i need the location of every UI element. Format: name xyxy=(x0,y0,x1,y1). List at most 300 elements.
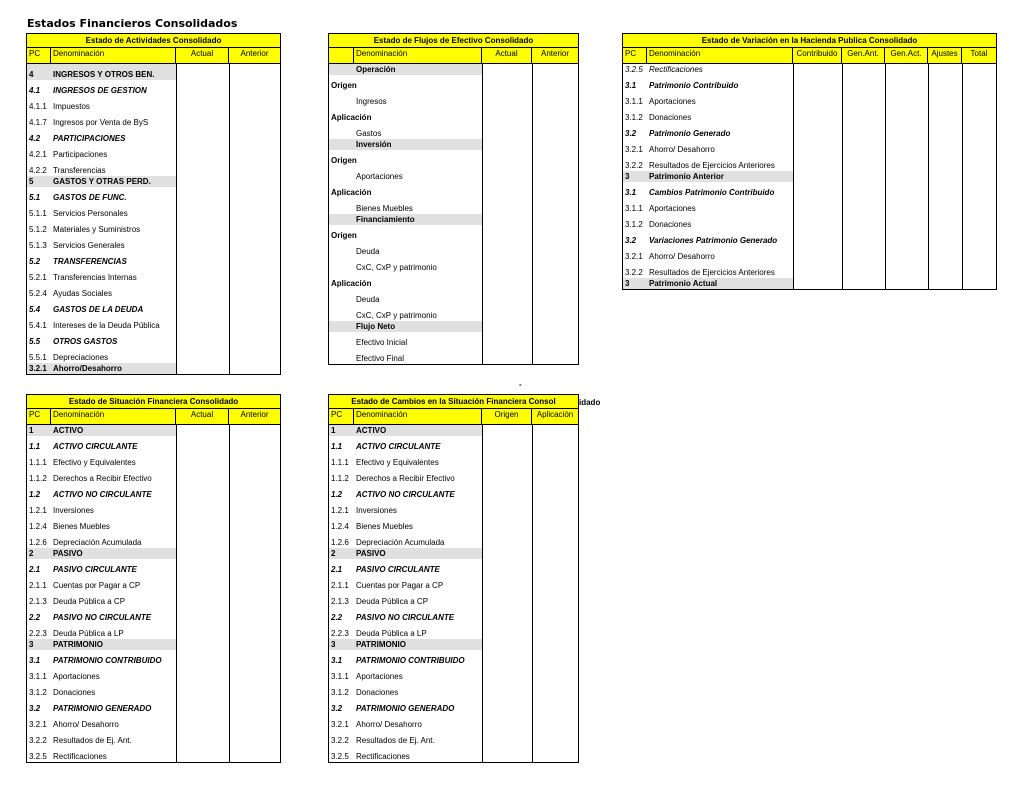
value-cell[interactable] xyxy=(176,363,229,374)
value-cell[interactable] xyxy=(482,730,532,746)
value-cell[interactable] xyxy=(532,198,578,214)
value-cell[interactable] xyxy=(482,516,532,532)
value-cell[interactable] xyxy=(176,112,229,128)
value-cell[interactable] xyxy=(842,91,885,107)
value-cell[interactable] xyxy=(842,262,885,278)
account-name: Aportaciones xyxy=(649,97,696,106)
value-cell[interactable] xyxy=(229,219,280,235)
value-cell[interactable] xyxy=(482,91,532,107)
value-cell[interactable] xyxy=(532,639,578,650)
value-cell[interactable] xyxy=(176,548,229,559)
value-cell[interactable] xyxy=(482,75,532,91)
value-cell[interactable] xyxy=(176,235,229,251)
value-cell[interactable] xyxy=(962,171,996,182)
value-cell[interactable] xyxy=(532,452,578,468)
value-cell[interactable] xyxy=(482,575,532,591)
account-name: Efectivo Inicial xyxy=(356,338,408,347)
value-cell[interactable] xyxy=(885,64,928,75)
value-cell[interactable] xyxy=(962,262,996,278)
value-cell[interactable] xyxy=(532,348,578,364)
value-cell[interactable] xyxy=(793,75,842,91)
value-cell[interactable] xyxy=(928,171,962,182)
column-header-pc: PC xyxy=(623,48,647,63)
value-cell[interactable] xyxy=(793,214,842,230)
value-cell[interactable] xyxy=(229,714,280,730)
value-cell[interactable] xyxy=(482,64,532,75)
value-cell[interactable] xyxy=(482,666,532,682)
value-cell[interactable] xyxy=(176,96,229,112)
value-cell[interactable] xyxy=(176,128,229,144)
value-cell[interactable] xyxy=(532,682,578,698)
value-cell[interactable] xyxy=(482,436,532,452)
value-cell[interactable] xyxy=(842,278,885,289)
value-cell[interactable] xyxy=(532,241,578,257)
table-row xyxy=(329,714,578,730)
value-cell[interactable] xyxy=(842,107,885,123)
value-cell[interactable] xyxy=(482,321,532,332)
value-cell[interactable] xyxy=(482,650,532,666)
account-code xyxy=(329,91,354,107)
account-code: 4.2.2 xyxy=(29,166,47,175)
account-name: Bienes Muebles xyxy=(356,204,413,213)
value-cell[interactable] xyxy=(885,171,928,182)
value-cell[interactable] xyxy=(229,144,280,160)
value-cell[interactable] xyxy=(229,650,280,666)
account-code: 3 xyxy=(329,639,354,650)
value-cell[interactable] xyxy=(482,107,532,123)
value-cell[interactable] xyxy=(885,107,928,123)
column-header-denominacion: Denominación xyxy=(354,48,482,63)
value-cell[interactable] xyxy=(482,225,532,241)
value-cell[interactable] xyxy=(176,607,229,623)
value-cell[interactable] xyxy=(928,182,962,198)
account-name: Derechos a Recibir Efectivo xyxy=(356,474,455,483)
value-cell[interactable] xyxy=(229,176,280,187)
column-header-actual: Actual xyxy=(176,48,229,63)
table-row xyxy=(329,139,578,150)
account-code: 3.1 xyxy=(331,656,343,665)
value-cell[interactable] xyxy=(962,198,996,214)
value-cell[interactable] xyxy=(176,623,229,639)
value-cell[interactable] xyxy=(885,198,928,214)
value-cell[interactable] xyxy=(482,150,532,166)
value-cell[interactable] xyxy=(229,187,280,203)
account-code: Aplicación xyxy=(331,188,372,197)
value-cell[interactable] xyxy=(482,548,532,559)
value-cell[interactable] xyxy=(229,532,280,548)
value-cell[interactable] xyxy=(885,214,928,230)
value-cell[interactable] xyxy=(229,666,280,682)
value-cell[interactable] xyxy=(928,246,962,262)
value-cell[interactable] xyxy=(229,64,280,80)
value-cell[interactable] xyxy=(176,666,229,682)
value-cell[interactable] xyxy=(532,225,578,241)
value-cell[interactable] xyxy=(793,171,842,182)
value-cell[interactable] xyxy=(532,150,578,166)
value-cell[interactable] xyxy=(962,182,996,198)
value-cell[interactable] xyxy=(793,91,842,107)
value-cell[interactable] xyxy=(532,698,578,714)
value-cell[interactable] xyxy=(482,607,532,623)
value-cell[interactable] xyxy=(532,332,578,348)
table-row xyxy=(329,273,578,289)
value-cell[interactable] xyxy=(532,305,578,321)
table-row xyxy=(329,682,578,698)
value-cell[interactable] xyxy=(842,75,885,91)
table-row xyxy=(27,559,280,575)
value-cell[interactable] xyxy=(532,139,578,150)
value-cell[interactable] xyxy=(176,559,229,575)
value-cell[interactable] xyxy=(176,682,229,698)
value-cell[interactable] xyxy=(532,107,578,123)
value-cell[interactable] xyxy=(793,278,842,289)
value-cell[interactable] xyxy=(532,532,578,548)
value-cell[interactable] xyxy=(176,698,229,714)
account-code: 3.2.1 xyxy=(331,720,349,729)
value-cell[interactable] xyxy=(229,235,280,251)
value-cell[interactable] xyxy=(176,639,229,650)
column-headers xyxy=(623,48,996,64)
value-cell[interactable] xyxy=(229,452,280,468)
value-cell[interactable] xyxy=(532,730,578,746)
value-cell[interactable] xyxy=(229,315,280,331)
value-cell[interactable] xyxy=(962,155,996,171)
account-code: 3.2.2 xyxy=(625,161,643,170)
value-cell[interactable] xyxy=(176,714,229,730)
value-cell[interactable] xyxy=(885,155,928,171)
value-cell[interactable] xyxy=(229,548,280,559)
value-cell[interactable] xyxy=(962,278,996,289)
value-cell[interactable] xyxy=(532,607,578,623)
value-cell[interactable] xyxy=(532,500,578,516)
value-cell[interactable] xyxy=(229,251,280,267)
value-cell[interactable] xyxy=(928,278,962,289)
value-cell[interactable] xyxy=(482,746,532,762)
table-row xyxy=(329,166,578,182)
value-cell[interactable] xyxy=(532,650,578,666)
value-cell[interactable] xyxy=(793,246,842,262)
value-cell[interactable] xyxy=(532,214,578,225)
value-cell[interactable] xyxy=(928,198,962,214)
value-cell[interactable] xyxy=(229,80,280,96)
value-cell[interactable] xyxy=(532,166,578,182)
table-row xyxy=(329,436,578,452)
value-cell[interactable] xyxy=(532,548,578,559)
value-cell[interactable] xyxy=(176,650,229,666)
value-cell[interactable] xyxy=(962,230,996,246)
table-row xyxy=(27,516,280,532)
value-cell[interactable] xyxy=(176,575,229,591)
table-row xyxy=(27,176,280,187)
value-cell[interactable] xyxy=(229,730,280,746)
value-cell[interactable] xyxy=(885,262,928,278)
value-cell[interactable] xyxy=(229,96,280,112)
value-cell[interactable] xyxy=(928,123,962,139)
value-cell[interactable] xyxy=(229,299,280,315)
value-cell[interactable] xyxy=(482,425,532,436)
value-cell[interactable] xyxy=(532,746,578,762)
value-cell[interactable] xyxy=(176,730,229,746)
value-cell[interactable] xyxy=(842,214,885,230)
value-cell[interactable] xyxy=(962,64,996,75)
value-cell[interactable] xyxy=(176,283,229,299)
value-cell[interactable] xyxy=(229,575,280,591)
value-cell[interactable] xyxy=(482,532,532,548)
value-cell[interactable] xyxy=(962,75,996,91)
value-cell[interactable] xyxy=(482,182,532,198)
value-cell[interactable] xyxy=(962,107,996,123)
value-cell[interactable] xyxy=(928,230,962,246)
value-cell[interactable] xyxy=(482,332,532,348)
table-row xyxy=(27,425,280,436)
value-cell[interactable] xyxy=(885,75,928,91)
value-cell[interactable] xyxy=(532,123,578,139)
value-cell[interactable] xyxy=(793,230,842,246)
value-cell[interactable] xyxy=(928,64,962,75)
value-cell[interactable] xyxy=(229,559,280,575)
value-cell[interactable] xyxy=(176,500,229,516)
value-cell[interactable] xyxy=(962,123,996,139)
account-code xyxy=(329,348,354,364)
value-cell[interactable] xyxy=(532,257,578,273)
value-cell[interactable] xyxy=(793,262,842,278)
value-cell[interactable] xyxy=(928,262,962,278)
value-cell[interactable] xyxy=(176,267,229,283)
account-name: PASIVO xyxy=(51,548,176,559)
value-cell[interactable] xyxy=(229,436,280,452)
value-cell[interactable] xyxy=(532,468,578,484)
value-cell[interactable] xyxy=(842,198,885,214)
value-cell[interactable] xyxy=(532,666,578,682)
value-cell[interactable] xyxy=(482,198,532,214)
value-cell[interactable] xyxy=(229,591,280,607)
value-cell[interactable] xyxy=(482,273,532,289)
value-cell[interactable] xyxy=(793,64,842,75)
value-cell[interactable] xyxy=(532,182,578,198)
value-cell[interactable] xyxy=(176,187,229,203)
account-code: 5.1.3 xyxy=(29,241,47,250)
value-cell[interactable] xyxy=(793,139,842,155)
table-row xyxy=(27,682,280,698)
value-cell[interactable] xyxy=(532,436,578,452)
table-row xyxy=(27,235,280,251)
value-cell[interactable] xyxy=(229,331,280,347)
value-cell[interactable] xyxy=(532,289,578,305)
table-row xyxy=(329,639,578,650)
value-cell[interactable] xyxy=(842,171,885,182)
value-cell[interactable] xyxy=(176,516,229,532)
account-code: 3.2 xyxy=(331,704,343,713)
value-cell[interactable] xyxy=(532,91,578,107)
value-cell[interactable] xyxy=(532,484,578,500)
value-cell[interactable] xyxy=(229,698,280,714)
value-cell[interactable] xyxy=(928,155,962,171)
value-cell[interactable] xyxy=(176,251,229,267)
value-cell[interactable] xyxy=(842,230,885,246)
table-row xyxy=(623,182,996,198)
value-cell[interactable] xyxy=(885,91,928,107)
column-header-pc: PC xyxy=(27,409,51,424)
table-row xyxy=(27,315,280,331)
column-header-gen-act: Gen.Act. xyxy=(885,48,928,63)
value-cell[interactable] xyxy=(482,123,532,139)
value-cell[interactable] xyxy=(229,363,280,374)
table-row xyxy=(623,123,996,139)
value-cell[interactable] xyxy=(842,139,885,155)
value-cell[interactable] xyxy=(482,698,532,714)
value-cell[interactable] xyxy=(532,425,578,436)
value-cell[interactable] xyxy=(229,639,280,650)
account-code: 3.2.1 xyxy=(625,145,643,154)
value-cell[interactable] xyxy=(842,182,885,198)
account-name: Aportaciones xyxy=(356,172,403,181)
value-cell[interactable] xyxy=(482,714,532,730)
value-cell[interactable] xyxy=(793,107,842,123)
value-cell[interactable] xyxy=(229,203,280,219)
value-cell[interactable] xyxy=(885,182,928,198)
account-name: ACTIVO NO CIRCULANTE xyxy=(53,490,152,499)
value-cell[interactable] xyxy=(482,682,532,698)
value-cell[interactable] xyxy=(482,591,532,607)
value-cell[interactable] xyxy=(842,246,885,262)
table-row xyxy=(27,219,280,235)
value-cell[interactable] xyxy=(482,166,532,182)
account-name: Aportaciones xyxy=(356,672,403,681)
table-row xyxy=(27,363,280,374)
value-cell[interactable] xyxy=(962,246,996,262)
value-cell[interactable] xyxy=(229,425,280,436)
value-cell[interactable] xyxy=(482,305,532,321)
value-cell[interactable] xyxy=(962,214,996,230)
value-cell[interactable] xyxy=(793,198,842,214)
value-cell[interactable] xyxy=(482,257,532,273)
value-cell[interactable] xyxy=(793,123,842,139)
value-cell[interactable] xyxy=(928,107,962,123)
value-cell[interactable] xyxy=(229,682,280,698)
value-cell[interactable] xyxy=(176,315,229,331)
value-cell[interactable] xyxy=(229,607,280,623)
value-cell[interactable] xyxy=(532,273,578,289)
value-cell[interactable] xyxy=(176,160,229,176)
account-name: ACTIVO CIRCULANTE xyxy=(53,442,138,451)
value-cell[interactable] xyxy=(885,123,928,139)
value-cell[interactable] xyxy=(962,91,996,107)
value-cell[interactable] xyxy=(176,331,229,347)
value-cell[interactable] xyxy=(176,436,229,452)
value-cell[interactable] xyxy=(176,468,229,484)
value-cell[interactable] xyxy=(229,468,280,484)
value-cell[interactable] xyxy=(229,623,280,639)
value-cell[interactable] xyxy=(482,559,532,575)
value-cell[interactable] xyxy=(532,714,578,730)
value-cell[interactable] xyxy=(532,64,578,75)
value-cell[interactable] xyxy=(229,484,280,500)
table-row xyxy=(27,64,280,80)
value-cell[interactable] xyxy=(885,246,928,262)
table-row xyxy=(623,139,996,155)
table-row xyxy=(27,160,280,176)
account-code: 3.2.1 xyxy=(27,363,51,374)
value-cell[interactable] xyxy=(229,128,280,144)
value-cell[interactable] xyxy=(482,289,532,305)
value-cell[interactable] xyxy=(842,64,885,75)
value-cell[interactable] xyxy=(229,283,280,299)
table-row xyxy=(623,75,996,91)
account-name: Donaciones xyxy=(649,220,692,229)
value-cell[interactable] xyxy=(532,591,578,607)
value-cell[interactable] xyxy=(229,347,280,363)
value-cell[interactable] xyxy=(176,203,229,219)
value-cell[interactable] xyxy=(962,139,996,155)
value-cell[interactable] xyxy=(885,139,928,155)
value-cell[interactable] xyxy=(532,75,578,91)
value-cell[interactable] xyxy=(482,139,532,150)
account-name: Ahorro/ Desahorro xyxy=(649,145,715,154)
value-cell[interactable] xyxy=(482,500,532,516)
value-cell[interactable] xyxy=(176,746,229,762)
value-cell[interactable] xyxy=(229,267,280,283)
value-cell[interactable] xyxy=(482,623,532,639)
value-cell[interactable] xyxy=(532,321,578,332)
value-cell[interactable] xyxy=(482,214,532,225)
value-cell[interactable] xyxy=(176,144,229,160)
value-cell[interactable] xyxy=(842,123,885,139)
value-cell[interactable] xyxy=(176,176,229,187)
value-cell[interactable] xyxy=(482,241,532,257)
value-cell[interactable] xyxy=(482,639,532,650)
value-cell[interactable] xyxy=(928,139,962,155)
account-name: Inversiones xyxy=(356,506,397,515)
value-cell[interactable] xyxy=(176,484,229,500)
value-cell[interactable] xyxy=(532,559,578,575)
value-cell[interactable] xyxy=(176,532,229,548)
value-cell[interactable] xyxy=(229,500,280,516)
value-cell[interactable] xyxy=(793,155,842,171)
value-cell[interactable] xyxy=(885,278,928,289)
account-code: 5.2.4 xyxy=(29,289,47,298)
value-cell[interactable] xyxy=(176,425,229,436)
account-name: Participaciones xyxy=(53,150,108,159)
account-name: Patrimonio Contribuido xyxy=(649,81,739,90)
value-cell[interactable] xyxy=(482,452,532,468)
value-cell[interactable] xyxy=(928,75,962,91)
value-cell[interactable] xyxy=(842,155,885,171)
value-cell[interactable] xyxy=(176,80,229,96)
value-cell[interactable] xyxy=(229,160,280,176)
value-cell[interactable] xyxy=(928,91,962,107)
value-cell[interactable] xyxy=(885,230,928,246)
value-cell[interactable] xyxy=(532,516,578,532)
value-cell[interactable] xyxy=(176,64,229,80)
account-name: CxC, CxP y patrimonio xyxy=(356,263,437,272)
value-cell[interactable] xyxy=(229,746,280,762)
value-cell[interactable] xyxy=(793,182,842,198)
value-cell[interactable] xyxy=(532,623,578,639)
value-cell[interactable] xyxy=(229,516,280,532)
value-cell[interactable] xyxy=(229,112,280,128)
value-cell[interactable] xyxy=(482,468,532,484)
value-cell[interactable] xyxy=(176,347,229,363)
column-headers xyxy=(27,409,280,425)
value-cell[interactable] xyxy=(482,484,532,500)
value-cell[interactable] xyxy=(928,214,962,230)
value-cell[interactable] xyxy=(176,591,229,607)
value-cell[interactable] xyxy=(176,452,229,468)
value-cell[interactable] xyxy=(482,348,532,364)
value-cell[interactable] xyxy=(176,219,229,235)
value-cell[interactable] xyxy=(176,299,229,315)
value-cell[interactable] xyxy=(532,575,578,591)
